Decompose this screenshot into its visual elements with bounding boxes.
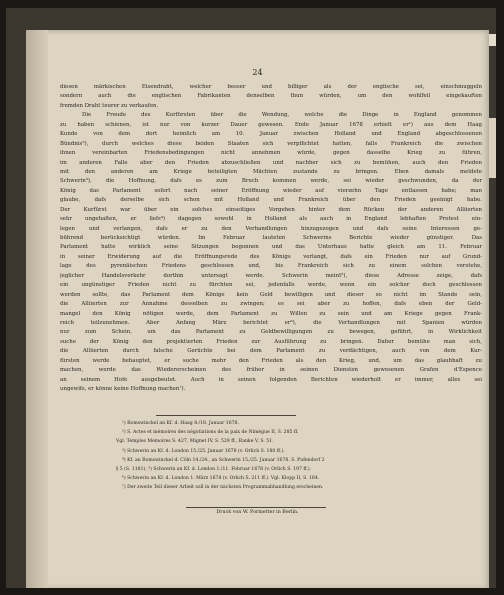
body-text — [60, 83, 482, 394]
text-line: mangel den König nötigen werde, dem Parlament zu Willen zu sein und am Kriege gegen Frank- — [60, 310, 482, 317]
footnote: ⁷) Der zweite Teil dieser Arbeit soll in der nächsten Programmabhandlung erscheinen. — [122, 485, 324, 491]
footnote: ³) Schwerin an Kf. d. London 15./25. Januar 1678 (v. Orlich S. 180 ff.). — [122, 448, 285, 454]
text-line: sehr ungehalten, er liefs⁴) dagegen sowohl in Holland als auch in England lebhaften Protest ein- — [60, 216, 482, 223]
document-page — [26, 30, 489, 588]
text-line: mit den anderen am Kriege beteiligten Mächten zustande zu bringen. Eben damals meldete — [60, 168, 482, 175]
text-line: Der Kurfürst war über ein solches einseitiges Vorgehen hinter dem Rücken der anderen Alliierten — [60, 206, 482, 213]
printer-divider — [186, 507, 326, 508]
footnote: ¹) Romswinckel an Kf. d. Haag 8./18. Januar 1678. — [122, 421, 239, 426]
footnote: § 5 (S. 1181). ⁵) Schwerin an Kf. d. London 1./11. Februar 1678 (v. Orlich S. 197 ff.). — [116, 466, 312, 472]
text-line: Parlament hatte wirklich seine Sitzungen begonnen und das Unterhaus hatte gleich am 11. Februar — [60, 244, 482, 251]
text-line: werden sollte, das Parlament dem Könige kein Geld bewilligen und dieser so nicht im Stande sein, — [60, 291, 482, 298]
text-line: machen, werde das Wiedererscheinen des früher in seinen Diensten gewesenen Grafen d'Espence — [60, 367, 482, 374]
page-number: 24 — [252, 68, 263, 77]
text-line: Die Freude des Kurfürsten über die Wendung, welche die Dinge in England genommen — [82, 112, 482, 119]
text-line: Bündnis²), durch welches diese beiden Staaten sich verpflichtet hatten, falls Frankreich die zwischen — [60, 140, 482, 147]
footnote: ²) S. Actes et mémoires des négotiations de la paix de Nimègue II, S. 285 ff. — [122, 430, 299, 436]
printer-imprint: Druck von W. Pormetter in Berlin. — [216, 510, 299, 515]
text-line: legen und verlangen, dafs er zu den Verhandlungen hinzugezogen und dafs seine Interessen ge- — [60, 225, 482, 232]
text-line: die Alliierten zur Annahme desselben zu zwingen; es sei aber zu hoffen, dafs eben der Geld- — [60, 301, 482, 308]
text-line: ein ungünstiger Frieden nicht zu fürchten sei, jedenfalls werde, wenn ein solcher doch geschlossen — [60, 282, 482, 289]
text-line: fürsten werde behauptet, er suche mehr den Frieden als den Krieg, und, um das glaubhaft zu — [60, 357, 482, 364]
text-line: nur zum Schein, um das Parlament zu Geldbewilligungen zu bewegen, geführt, in Wirklichkeit — [60, 329, 482, 336]
text-line: jeglicher Handelsverkehr dorthin untersagt werde. Schwerin meint⁵), diese Adresse zeige, dafs — [60, 272, 482, 279]
text-line: in seiner Erwiderung auf die Eröffnungsrede des Königs verlangt, dafs ein Frieden nur auf Grund- — [60, 253, 482, 260]
text-line: lage des pyrenäischen Friedens geschlossen und, bis Frankreich sich zu einem solchen verstehe, — [60, 263, 482, 270]
text-line: bührend berücksichtigt würden. Im Februar lauteten Schwerins Berichte wieder günstiger. Das — [60, 235, 482, 241]
text-line: Schwerin³), die Hoffnung, dafs es zum Bruch kommen werde, sei wieder geschwunden, da der — [60, 178, 482, 185]
text-line: Kunde von dem dort heimlich am 10. Januar zwischen Holland und England abgeschlossenen — [60, 131, 482, 138]
text-line: im anderen Falle aber den Frieden abzuschließen und nachher sich zu bemühen, auch den Frieden — [60, 159, 482, 166]
text-line: sondern auch die englischen Fabrikanten denselben thun würden, um den wohlfeil eingekauften — [60, 93, 482, 100]
footnote: Vgl. Temples Memoires S. 427, Mignet IV, S. 529 ff., Ranke V, S. 51. — [116, 439, 274, 445]
text-line: die Alliierten durch falsche Gerüchte bei dem Parlament zu verdächtigen, auch von dem Kur- — [60, 348, 482, 355]
text-line: König das Parlament sofort nach seiner Eröffnung wieder auf vierzehn Tage entlassen habe; man — [60, 187, 482, 194]
text-line: ihnen vereinbarten Friedensbedingungen nicht annehmen würde, gegen dasselbe Krieg zu führen, — [60, 150, 482, 157]
text-line: fremden Draht teurer zu verkaufen. — [60, 102, 159, 109]
footnote: ⁴) Kf. an Romswinckel d. Cöln 14./24., an Schwerin 15./25. Januar 1678. S. Pufendorf 2 — [122, 457, 325, 463]
text-line: zu haben schienen, ist nur von kurzer Dauer gewesen. Ende Januar 1678 erhielt er¹) aus dem Haag — [60, 121, 482, 128]
footnotes — [116, 419, 482, 493]
text-line: glaube, dafs derselbe sich schon mit Holland und Frankreich über den Frieden geeinigt habe. — [60, 197, 482, 204]
text-line: ungewifs, er könne keine Hoffnung machen⁷). — [60, 386, 186, 392]
text-line: reich teilzunehmen. Aber Anfang März berichtet er⁶), die Verhandlungen mit Spanien würden — [60, 319, 482, 326]
text-line: diesen märkischen Eisendraht, welcher besser und billiger als der englische sei, einschmuggeln — [60, 84, 482, 90]
text-line: suche der König den projektierten Frieden zur Ausführung zu bringen. Daher bemühe man sich, — [60, 338, 482, 345]
page-binding-edge — [26, 30, 48, 588]
text-line: an seinem Hofe ausgebeutet. Auch in seinen folgenden Berichten wiederholt er immer, alles sei — [60, 376, 482, 383]
footnote-divider — [156, 415, 296, 416]
footnote: ⁶) Schwerin an Kf. d. London 1. März 1678 (v. Orlich S. 211 ff.). Vgl. Klopp II, S. 164. — [122, 476, 320, 482]
